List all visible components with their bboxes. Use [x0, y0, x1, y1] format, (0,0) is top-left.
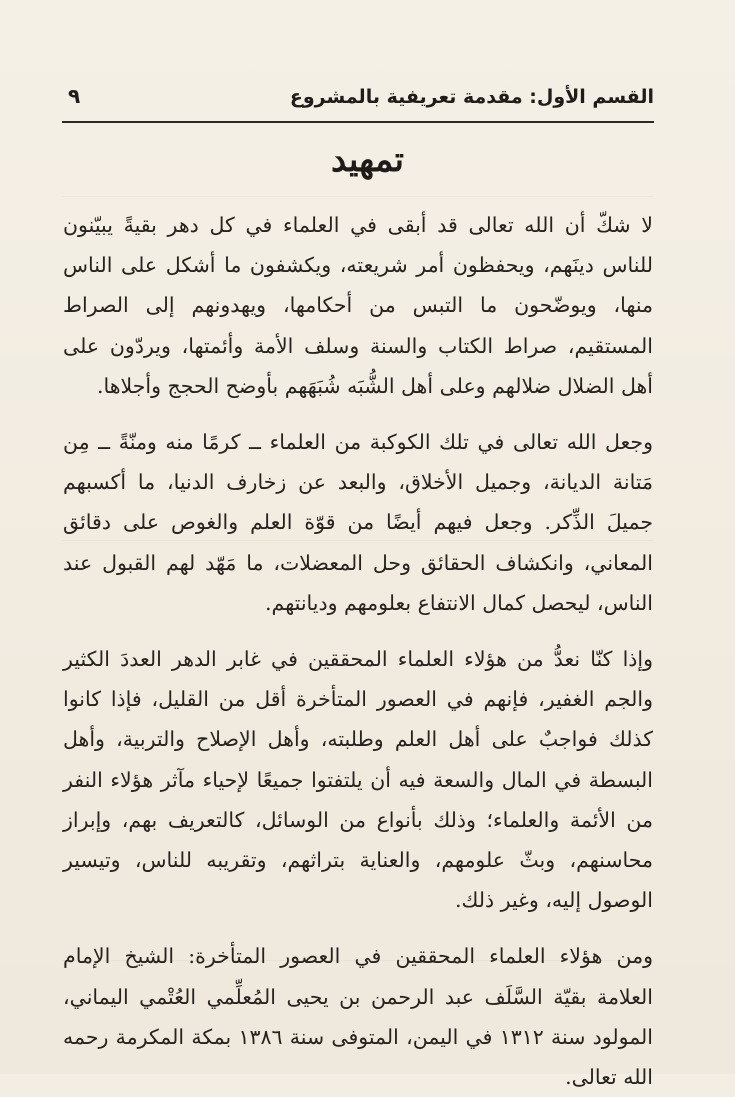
bleed-through-line — [62, 196, 654, 197]
header-rule — [62, 121, 654, 123]
body-text — [63, 205, 653, 1097]
page-number: ٩ — [68, 84, 81, 108]
paragraph: ومن هؤلاء العلماء المحققين في العصور المتأخرة: الشيخ الإمام العلامة بقيّة السَّلَف عبد الرحمن بن يحيى المُعلِّمي العُتْمي اليماني، المولود سنة ١٣١٢ في اليمن، المتوفى سنة ١٣٨٦ بمكة المكرمة رحمه الله تعالى. — [63, 944, 653, 1090]
paragraph: وإذا كنّا نعدُّ من هؤلاء العلماء المحققين في غابر الدهر العددَ الكثير والجم الغفير، فإنهم في العصور المتأخرة أقل من القليل، فإذا كانوا كذلك فواجبٌ على أهل العلم وطلبته، وأهل الإصلاح والتربية، وأهل البسطة في المال والسعة فيه أن يلتفتوا جميعًا لإحياء مآثر هؤلاء النفر من الأئمة والعلماء؛ وذلك بأنواع من الوسائل، كالتعريف بهم، وإبراز محاسنهم، وبثّ علومهم، والعناية بتراثهم، وتقريبه للناس، وتيسير الوصول إليه، وغير ذلك. — [63, 647, 653, 913]
chapter-heading: تمهيد — [331, 140, 404, 180]
paragraph: وجعل الله تعالى في تلك الكوكبة من العلماء ــ كرمًا منه ومنّةً ــ مِن مَتانة الديانة، وجميل الأخلاق، والبعد عن زخارف الدنيا، ما أكسبهم جميلَ الذِّكر. وجعل فيهم أيضًا من قوّة العلم والغوص على دقائق المعاني، وانكشاف الحقائق وحل المعضلات، ما مَهّد لهم القبول عند الناس، ليحصل كمال الانتفاع بعلومهم وديانتهم. — [63, 430, 653, 615]
paragraph: لا شكّ أن الله تعالى قد أبقى في العلماء في كل دهر بقيةً يبيّنون للناس دينَهم، ويحفظون أمر شريعته، ويكشفون ما أشكل على الناس منها، ويوضّحون ما التبس من أحكامها، ويهدونهم إلى الصراط المستقيم، صراط الكتاب والسنة وسلف الأمة وأئمتها، ويردّون على أهل الضلال ضلالهم وعلى أهل الشُّبَه شُبَهَهم بأوضح الحجج وأجلاها. — [63, 213, 653, 398]
section-title: القسم الأول: مقدمة تعريفية بالمشروع — [289, 86, 654, 108]
bleed-through-line — [62, 540, 654, 541]
running-header — [62, 82, 654, 116]
bleed-through-line — [62, 960, 654, 961]
